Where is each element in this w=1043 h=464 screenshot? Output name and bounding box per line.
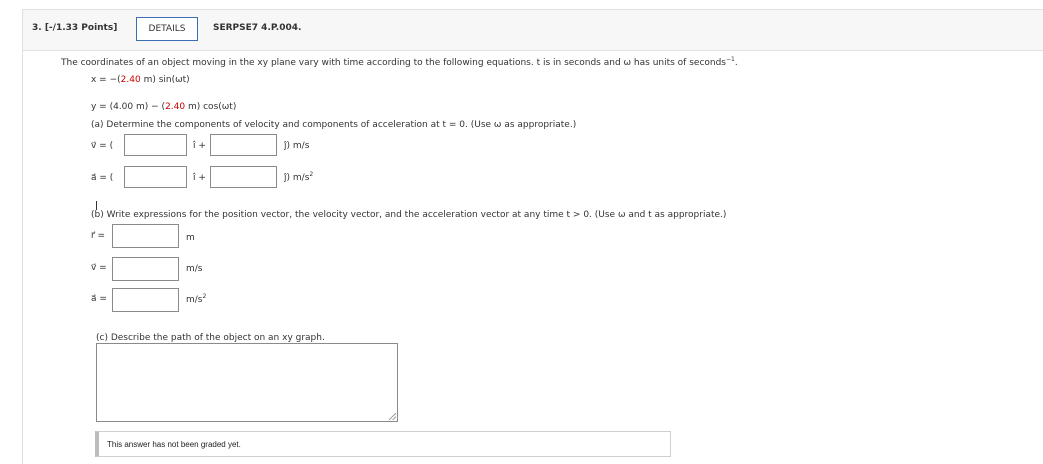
y-eq-suffix: m) cos(ωt)	[185, 102, 237, 112]
j-hat-close: ĵ)	[284, 141, 291, 151]
x-amplitude-value: 2.40	[120, 75, 141, 85]
acceleration-vector-unit	[186, 295, 206, 305]
velocity-x-input[interactable]	[124, 134, 187, 156]
y-amplitude-value: 2.40	[165, 102, 186, 112]
acceleration-y-input[interactable]	[210, 166, 277, 188]
position-vector-input[interactable]	[112, 224, 179, 248]
x-eq-prefix: x = −(	[91, 75, 121, 85]
part-c-prompt: (c) Describe the path of the object on an xy graph.	[96, 333, 325, 343]
acceleration-vector-unit-exp: 2	[202, 293, 207, 300]
velocity-vector-unit: m/s	[186, 264, 203, 274]
y-equation	[91, 102, 236, 112]
acceleration-vector-unit-base: m/s	[186, 295, 203, 305]
position-vector-label: r⃗ =	[91, 231, 106, 241]
text-cursor	[96, 201, 97, 210]
question-left-border	[22, 9, 23, 464]
acceleration-a-unit	[284, 173, 313, 183]
acceleration-vector-label: a⃗ =	[91, 294, 107, 304]
velocity-a-unit	[284, 141, 309, 151]
acceleration-unit: m/s	[292, 173, 310, 183]
i-hat-plus: î +	[193, 141, 206, 151]
velocity-vector-label: v⃗ =	[91, 263, 107, 273]
acceleration-vector-input[interactable]	[112, 288, 179, 312]
resize-handle-icon[interactable]	[389, 413, 396, 420]
grading-status-message: This answer has not been graded yet.	[95, 431, 671, 457]
acceleration-a-label: a⃗ = (	[91, 173, 114, 183]
question-number: 3. [-/1.33 Points]	[32, 23, 118, 33]
j-hat-close-2: ĵ)	[284, 173, 291, 183]
problem-intro-text: The coordinates of an object moving in the xy plane vary with time according to the following equations. t is in seconds and ω has units of seconds	[61, 58, 726, 68]
part-b-prompt: (b) Write expressions for the position vector, the velocity vector, and the acceleration vector at any time t > 0. (Use ω and t as appropriate.)	[91, 210, 727, 220]
position-unit: m	[186, 233, 195, 243]
problem-intro	[61, 58, 738, 68]
question-reference: SERPSE7 4.P.004.	[213, 23, 302, 33]
velocity-unit: m/s	[292, 141, 310, 151]
acceleration-x-input[interactable]	[124, 166, 187, 188]
velocity-vector-input[interactable]	[112, 257, 179, 281]
path-description-textarea[interactable]	[96, 343, 398, 422]
velocity-a-label: v⃗ = (	[91, 141, 114, 151]
velocity-y-input[interactable]	[210, 134, 277, 156]
acceleration-unit-exp: 2	[309, 171, 314, 178]
i-hat-plus-2: î +	[193, 173, 206, 183]
seconds-exponent: −1	[726, 56, 735, 63]
part-a-prompt: (a) Determine the components of velocity and components of acceleration at t = 0. (Use ω as appropriate.)	[91, 120, 577, 130]
x-eq-suffix: m) sin(ωt)	[140, 75, 190, 85]
y-eq-prefix: y = (4.00 m) − (	[91, 102, 166, 112]
x-equation	[91, 75, 190, 85]
problem-intro-end: .	[734, 58, 738, 68]
details-button[interactable]: DETAILS	[136, 17, 198, 41]
